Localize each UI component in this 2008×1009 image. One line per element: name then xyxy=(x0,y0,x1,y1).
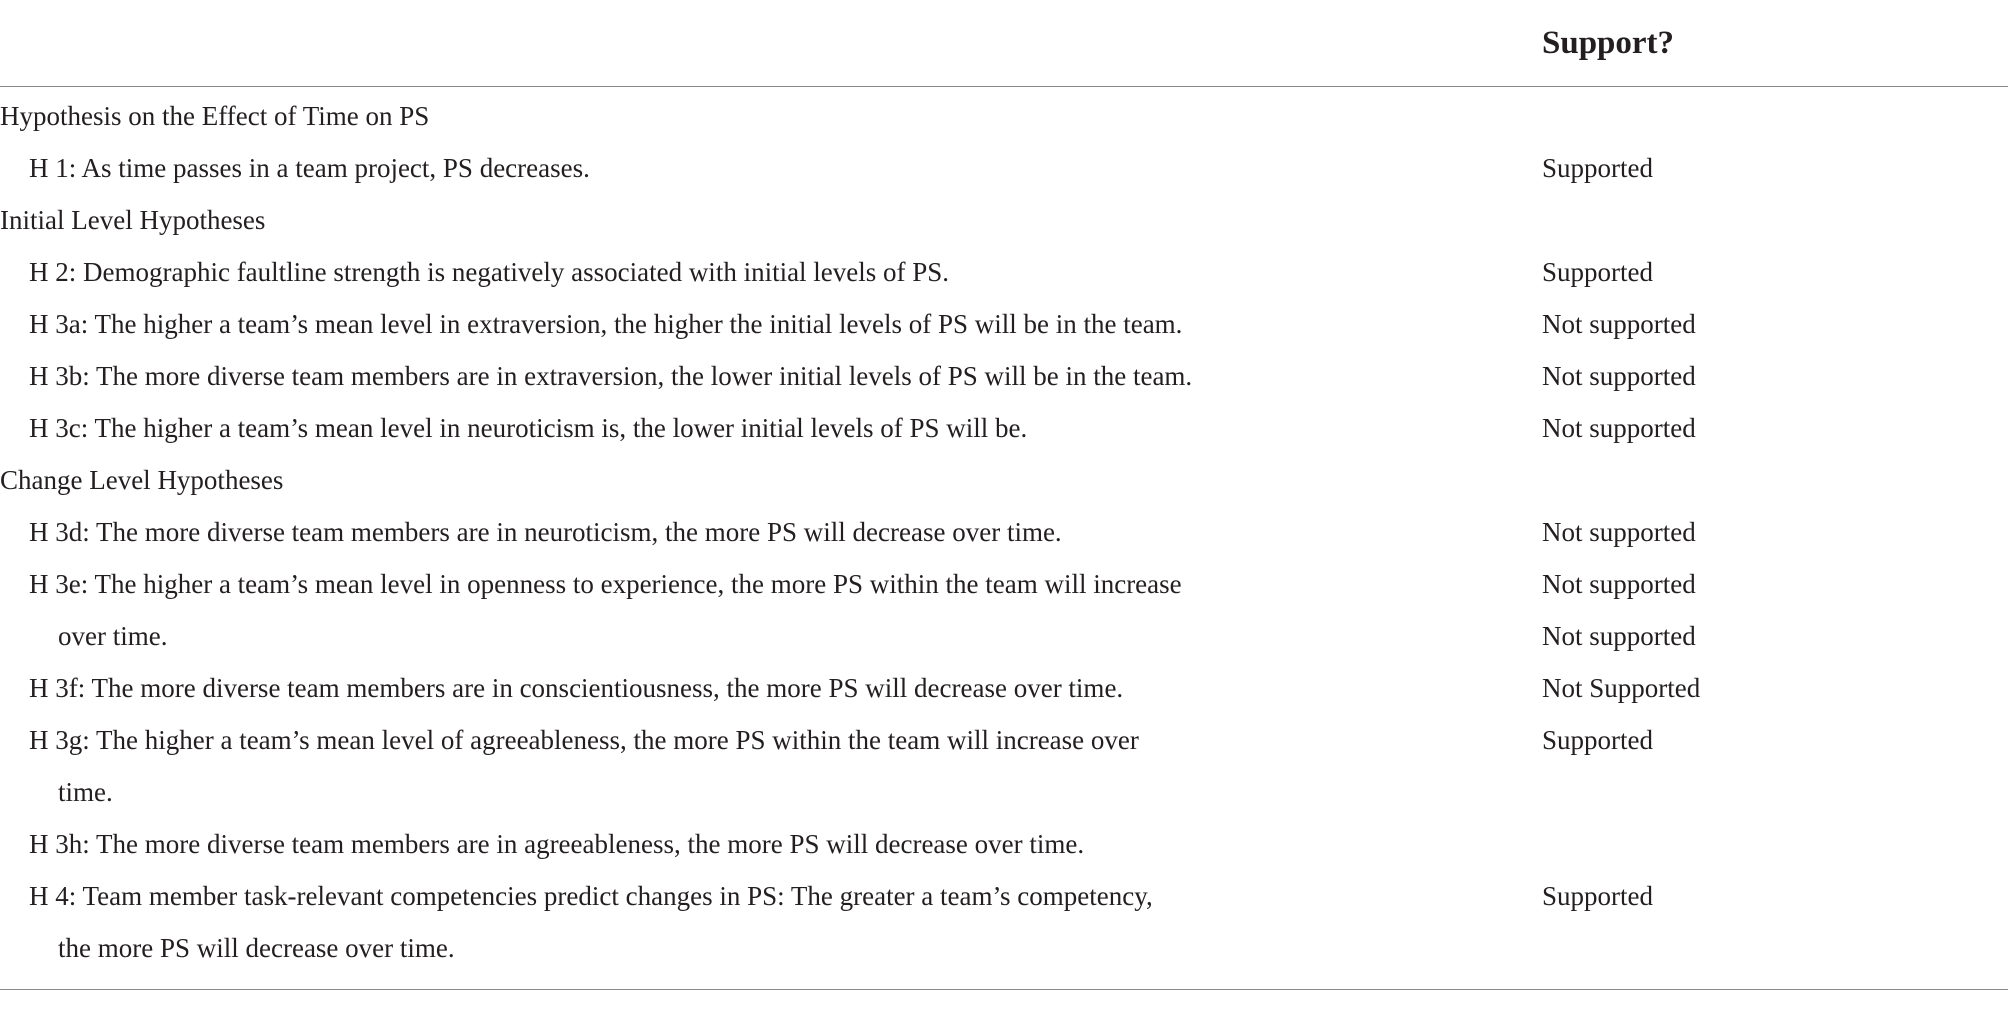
table-row xyxy=(0,402,2008,454)
section-heading: Change Level Hypotheses xyxy=(0,465,284,495)
table-row-continuation xyxy=(0,610,2008,662)
support-status: Not supported xyxy=(1542,621,1696,651)
support-status: Not supported xyxy=(1542,309,1696,339)
support-status: Supported xyxy=(1542,881,1653,911)
section-heading-row xyxy=(0,90,2008,142)
hypothesis-text: H 2: Demographic faultline strength is negatively associated with initial levels of PS. xyxy=(29,257,950,287)
table-row xyxy=(0,246,2008,298)
hypothesis-text: H 3c: The higher a team’s mean level in neuroticism is, the lower initial levels of PS will be. xyxy=(29,413,1028,443)
table-body xyxy=(0,87,2008,974)
table-row-continuation xyxy=(0,922,2008,974)
hypothesis-text: H 3b: The more diverse team members are in extraversion, the lower initial levels of PS will be in the team. xyxy=(29,361,1193,391)
table-row xyxy=(0,350,2008,402)
table-row xyxy=(0,506,2008,558)
hypothesis-text: H 4: Team member task-relevant competencies predict changes in PS: The greater a team’s competency, xyxy=(29,881,1153,911)
support-column-header: Support? xyxy=(1542,25,1675,61)
section-heading-row xyxy=(0,454,2008,506)
hypothesis-text: time. xyxy=(58,777,113,807)
table-row xyxy=(0,662,2008,714)
section-heading: Hypothesis on the Effect of Time on PS xyxy=(0,101,430,131)
hypothesis-text: the more PS will decrease over time. xyxy=(58,933,455,963)
hypothesis-text: H 3g: The higher a team’s mean level of agreeableness, the more PS within the team will increase over xyxy=(29,725,1139,755)
table-row xyxy=(0,870,2008,922)
support-status: Supported xyxy=(1542,153,1653,183)
support-status: Not supported xyxy=(1542,413,1696,443)
hypothesis-text: H 1: As time passes in a team project, PS decreases. xyxy=(29,153,590,183)
table-row xyxy=(0,714,2008,766)
section-heading: Initial Level Hypotheses xyxy=(0,205,266,235)
bottom-rule xyxy=(0,989,2008,990)
support-status: Not supported xyxy=(1542,569,1696,599)
support-status: Not supported xyxy=(1542,361,1696,391)
hypothesis-text: H 3a: The higher a team’s mean level in extraversion, the higher the initial levels of PS will be in the team. xyxy=(29,309,1183,339)
section-heading-row xyxy=(0,194,2008,246)
table-row-continuation xyxy=(0,766,2008,818)
table-row xyxy=(0,558,2008,610)
table-header xyxy=(0,0,2008,87)
hypothesis-text: over time. xyxy=(58,621,168,651)
support-status: Not supported xyxy=(1542,517,1696,547)
hypothesis-text: H 3h: The more diverse team members are in agreeableness, the more PS will decrease over time. xyxy=(29,829,1085,859)
hypothesis-text: H 3d: The more diverse team members are in neuroticism, the more PS will decrease over time. xyxy=(29,517,1062,547)
support-status: Not Supported xyxy=(1542,673,1701,703)
support-status: Supported xyxy=(1542,725,1653,755)
support-status: Supported xyxy=(1542,257,1653,287)
table-row xyxy=(0,818,2008,870)
table-row xyxy=(0,298,2008,350)
table-row xyxy=(0,142,2008,194)
hypothesis-text: H 3e: The higher a team’s mean level in openness to experience, the more PS within the team will increase xyxy=(29,569,1182,599)
hypothesis-text: H 3f: The more diverse team members are in conscientiousness, the more PS will decrease over time. xyxy=(29,673,1124,703)
